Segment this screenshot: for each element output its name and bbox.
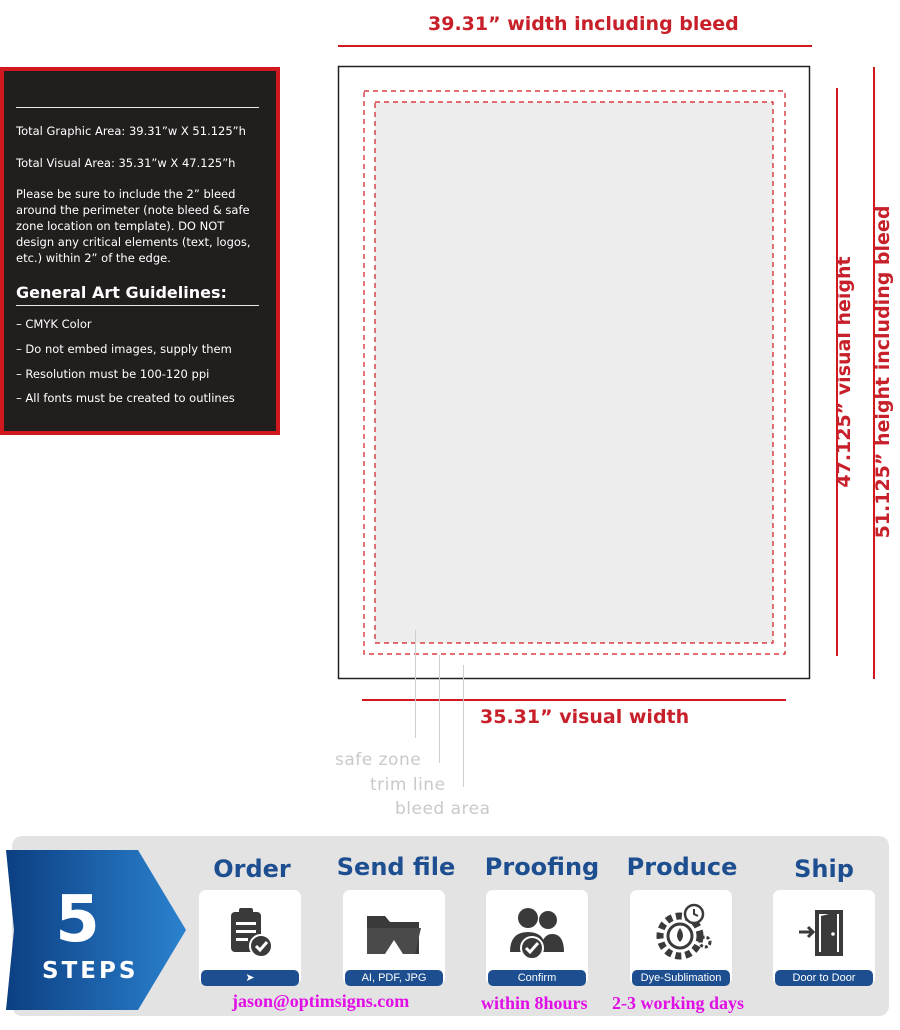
- guideline-item: – CMYK Color: [16, 317, 92, 331]
- step-card-produce: [630, 890, 732, 985]
- visual-height-label: 47.125” visual height: [833, 256, 855, 488]
- steps-number: 5: [55, 883, 100, 957]
- step-title-order: Order: [213, 855, 291, 883]
- step-title-produce: Produce: [626, 853, 738, 881]
- divider: [16, 107, 259, 108]
- safe-zone-leader: [415, 630, 416, 738]
- bleed-area-label: bleed area: [395, 799, 491, 819]
- step-pill-send-file: AI, PDF, JPG: [345, 970, 443, 986]
- step-pill-proofing: Confirm: [488, 970, 586, 986]
- visual-width-dimension-line: [362, 699, 786, 701]
- visual-area: [375, 102, 773, 643]
- width-bleed-label: 39.31” width including bleed: [428, 13, 739, 35]
- contact-email[interactable]: jason@optimsigns.com: [232, 991, 410, 1011]
- guideline-item: – Do not embed images, supply them: [16, 342, 232, 356]
- step-title-ship: Ship: [794, 855, 854, 883]
- height-bleed-label: 51.125” height including bleed: [872, 205, 894, 539]
- divider: [16, 305, 259, 306]
- gears-timer-icon: [650, 902, 714, 964]
- users-check-icon: [506, 904, 568, 964]
- production-time: 2-3 working days: [612, 993, 745, 1013]
- step-title-proofing: Proofing: [484, 853, 600, 881]
- guideline-item: – All fonts must be created to outlines: [16, 391, 235, 405]
- door-exit-icon: [797, 906, 853, 962]
- step-card-proofing: [486, 890, 588, 985]
- trim-line-label: trim line: [370, 775, 446, 795]
- proof-time: within 8hours: [481, 993, 588, 1013]
- step-card-send-file: [343, 890, 445, 985]
- visual-width-label: 35.31” visual width: [480, 706, 690, 728]
- step-card-order: [199, 890, 301, 985]
- step-pill-order: ➤: [201, 970, 299, 986]
- width-bleed-dimension-line: [338, 45, 812, 47]
- folder-icon: [365, 908, 423, 960]
- step-card-ship: [773, 890, 875, 985]
- step-pill-produce: Dye-Sublimation: [632, 970, 730, 986]
- total-visual-area: Total Visual Area: 35.31”w X 47.125”h: [16, 156, 236, 170]
- clipboard-check-icon: [223, 906, 279, 962]
- bleed-note: Please be sure to include the 2” bleed around the perimeter (note bleed & safe zone location on template). DO NOT design any critical elements (text, logos, etc.) within 2” of the edge.: [16, 187, 251, 265]
- guideline-item: – Resolution must be 100-120 ppi: [16, 367, 210, 381]
- trim-line-leader: [439, 655, 440, 763]
- total-graphic-area: Total Graphic Area: 39.31”w X 51.125”h: [16, 124, 246, 138]
- safe-zone-label: safe zone: [335, 750, 422, 770]
- steps-word: STEPS: [42, 958, 139, 984]
- template-diagram: [336, 64, 812, 682]
- step-title-send-file: Send file: [336, 853, 456, 881]
- step-pill-ship: Door to Door: [775, 970, 873, 986]
- guidelines-heading: General Art Guidelines:: [16, 283, 227, 302]
- bleed-area-leader: [463, 665, 464, 787]
- specs-panel: [0, 67, 280, 435]
